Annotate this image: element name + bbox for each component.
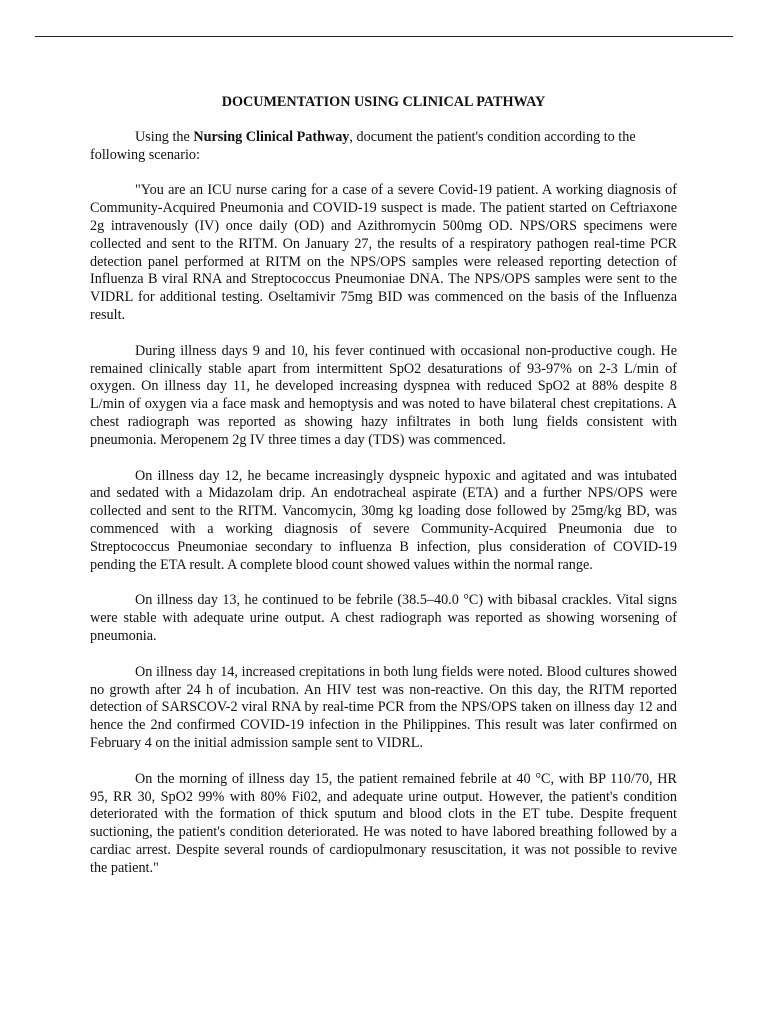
- scenario-paragraph-2: During illness days 9 and 10, his fever continued with occasional non-productive cough. He remained clinically stable apart from intermittent SpO2 desaturations of 93-97% on 2-3 L/min of oxygen. On illness day 11, he developed increasing dyspnea with reduced SpO2 at 88% despite 8 L/min of oxygen via a face mask and hemoptysis and was noted to have bilateral chest crepitations. A chest radiograph was reported as showing hazy infiltrates in both lung fields consistent with pneumonia. Meropenem 2g IV three times a day (TDS) was commenced.: [90, 342, 677, 448]
- intro-suffix: , document the patient's condition according to the following scenario:: [90, 128, 636, 163]
- scenario-paragraph-6: On the morning of illness day 15, the patient remained febrile at 40 °C, with BP 110/70, HR 95, RR 30, SpO2 99% with 80% Fi02, and adequate urine output. However, the patient's condition deteriorated with the formation of thick sputum and blood clots in the ET tube. Despite frequent suctioning, the patient's condition deteriorated. He was noted to have labored breathing followed by a cardiac arrest. Despite several rounds of cardiopulmonary resuscitation, it was not possible to revive the patient.": [90, 770, 677, 876]
- header-rule: [35, 36, 733, 37]
- scenario-paragraph-4: On illness day 13, he continued to be febrile (38.5–40.0 °C) with bibasal crackles. Vital signs were stable with adequate urine output. A chest radiograph was reported as showing worsening of pneumonia.: [90, 592, 677, 644]
- document-body: [90, 94, 677, 895]
- intro-paragraph: [90, 129, 677, 165]
- intro-emphasis: Nursing Clinical Pathway: [193, 128, 350, 145]
- scenario-paragraph-5: On illness day 14, increased crepitations in both lung fields were noted. Blood cultures showed no growth after 24 h of incubation. An HIV test was non-reactive. On this day, the RITM reported detection of SARSCOV-2 viral RNA by real-time PCR from the NPS/OPS taken on illness day 12 and hence the 2nd confirmed COVID-19 infection in the Philippines. This result was later confirmed on February 4 on the initial admission sample sent to VIDRL.: [90, 663, 677, 751]
- scenario-paragraph-1: "You are an ICU nurse caring for a case of a severe Covid-19 patient. A working diagnosis of Community-Acquired Pneumonia and COVID-19 suspect is made. The patient started on Ceftriaxone 2g intravenously (IV) once daily (OD) and Azithromycin 500mg OD. NPS/ORS specimens were collected and sent to the RITM. On January 27, the results of a respiratory pathogen real-time PCR detection panel performed at RITM on the NPS/OPS samples were released reporting detection of Influenza B viral RNA and Streptococcus Pneumoniae DNA. The NPS/OPS samples were sent to the VIDRL for additional testing. Oseltamivir 75mg BID was commenced on the basis of the Influenza result.: [90, 182, 677, 323]
- document-title: DOCUMENTATION USING CLINICAL PATHWAY: [221, 94, 546, 110]
- scenario-paragraph-3: On illness day 12, he became increasingly dyspneic hypoxic and agitated and was intubated and sedated with a Midazolam drip. An endotracheal aspirate (ETA) and a further NPS/OPS were collected and sent to the RITM. Vancomycin, 30mg kg loading dose followed by 25mg/kg BD, was commenced with a working diagnosis of severe Community-Acquired Pneumonia due to Streptococcus Pneumoniae secondary to influenza B infection, plus consideration of COVID-19 pending the ETA result. A complete blood count showed values within the normal range.: [90, 467, 677, 573]
- intro-prefix: Using the: [135, 128, 194, 145]
